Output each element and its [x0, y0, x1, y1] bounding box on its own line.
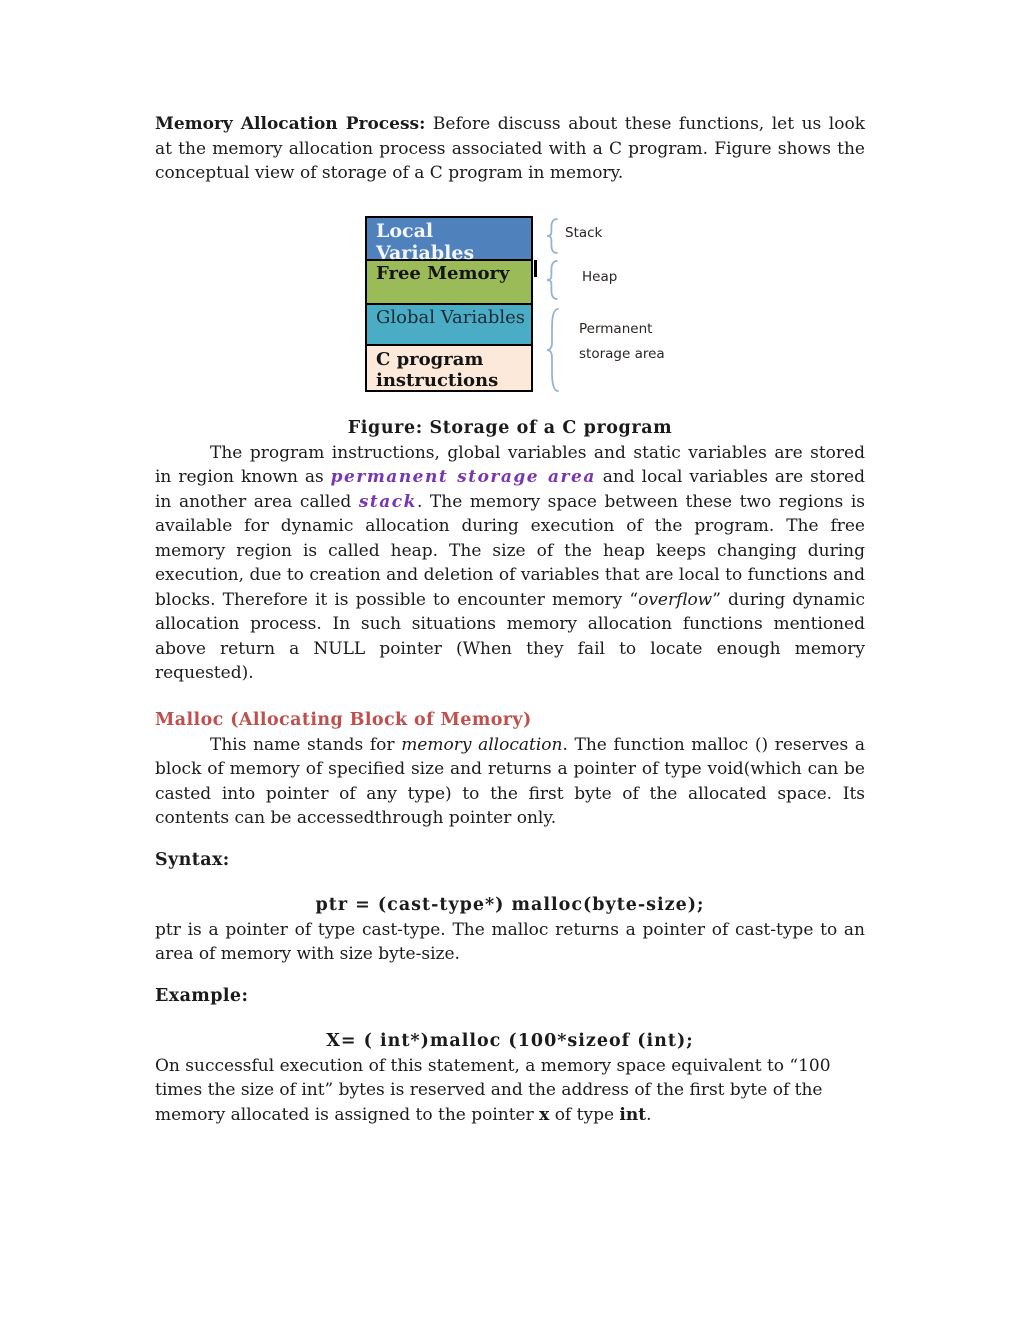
example-heading: Example: — [155, 985, 249, 1006]
syntax-description: ptr is a pointer of type cast-type. The malloc returns a pointer of cast-type to an area of memory with size byte-size. — [155, 919, 865, 964]
permanent-storage-area-emphasis: permanent storage area — [330, 467, 596, 487]
box-global-variables: Global Variables — [367, 303, 531, 344]
syntax-code: ptr = (cast-type*) malloc(byte-size); — [315, 894, 705, 915]
type-int-bold: int — [619, 1104, 647, 1125]
box-local-variables: Local Variables — [367, 218, 531, 259]
storage-text-3: . The memory space between these two regions is available for dynamic allocation during execution of the program. The free memory region is called heap. The size of the heap keeps changing during execution, due to creation and deletion of variables that are local to functions and blocks. Therefore it is possible to encounter memory “ — [155, 491, 865, 610]
storage-text-2: and local variables are stored in another area called — [155, 467, 865, 512]
heap-boundary-tick — [534, 260, 537, 277]
intro-paragraph — [155, 112, 865, 186]
intro-lead-bold: Memory Allocation Process: — [155, 114, 426, 134]
malloc-intro-paragraph — [155, 733, 865, 831]
overflow-emphasis: overflow — [638, 589, 713, 610]
memory-diagram — [155, 216, 865, 396]
memory-allocation-emphasis: memory allocation — [401, 734, 563, 755]
example-result-paragraph — [155, 1054, 865, 1128]
malloc-text-2: . The function malloc () reserves a block of memory of specified size and returns a pointer of type void(which can be casted into pointer of any type) to the first byte of the allocated space. Its contents can be accessedthrough pointer only. — [155, 734, 865, 828]
label-permanent-storage-area: Permanent storage area — [579, 320, 665, 362]
malloc-section-heading: Malloc (Allocating Block of Memory) — [155, 709, 532, 730]
result-text-1: On successful execution of this statement, a memory space equivalent to “100 times the size of int” bytes is reserved and the address of the first byte of the memory allocated is assigned to the pointer — [155, 1055, 831, 1125]
result-text-3: . — [646, 1104, 652, 1125]
heap-brace-icon — [546, 260, 558, 300]
document-content — [155, 112, 865, 1127]
pointer-x-bold: x — [539, 1104, 550, 1125]
storage-text-4: ” during dynamic allocation process. In such situations memory allocation functions mentioned above return a NULL pointer (When they fail to locate enough memory requested). — [155, 589, 865, 683]
box-free-memory: Free Memory — [367, 259, 531, 303]
label-stack: Stack — [565, 224, 603, 241]
intro-text: Before discuss about these functions, let us look at the memory allocation process associated with a C program. Figure shows the conceptual view of storage of a C program in memory. — [155, 114, 865, 183]
memory-stack-boxes — [365, 216, 533, 392]
box-c-program-instructions: C program instructions — [367, 344, 531, 390]
syntax-heading: Syntax: — [155, 849, 230, 870]
storage-paragraph — [155, 441, 865, 686]
stack-brace-icon — [546, 218, 558, 254]
result-text-2: of type — [549, 1104, 620, 1125]
stack-emphasis: stack — [358, 491, 417, 512]
permanent-brace-icon — [546, 308, 559, 392]
figure-caption: Figure: Storage of a C program — [347, 417, 673, 438]
malloc-text-1: This name stands for — [210, 734, 402, 755]
label-heap: Heap — [582, 268, 618, 285]
storage-text-1: The program instructions, global variables and static variables are stored in region known as — [155, 442, 865, 487]
example-code: X= ( int*)malloc (100*sizeof (int); — [326, 1030, 694, 1051]
